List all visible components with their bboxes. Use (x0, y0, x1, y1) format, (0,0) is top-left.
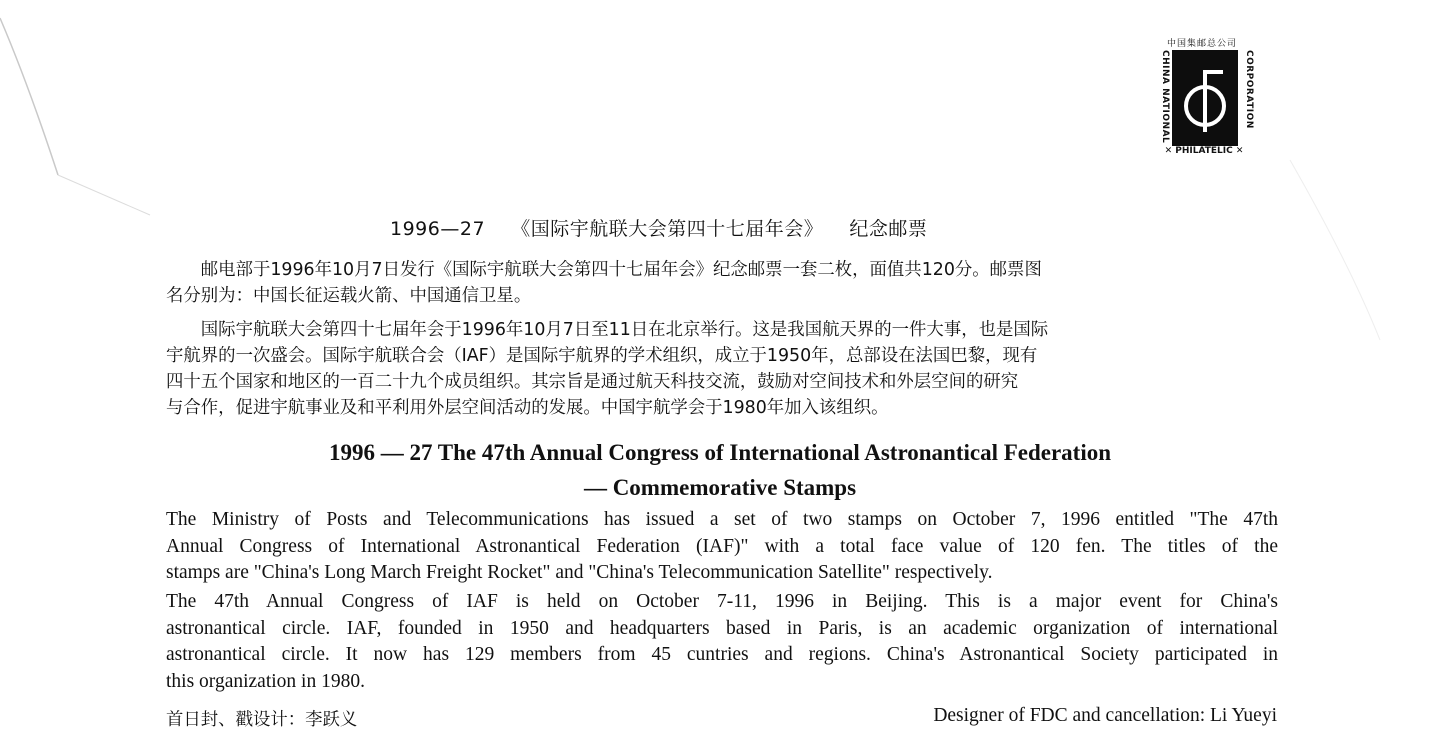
chinese-line: 国际宇航联大会第四十七届年会于1996年10月7日至11日在北京举行。这是我国航天界的一件大事，也是国际 (166, 320, 1049, 340)
chinese-paragraph-1 (166, 257, 1278, 309)
english-line: astronantical circle. IAF, founded in 1950 and headquarters based in Paris, is an academic organization of international (166, 617, 1278, 639)
english-line: Annual Congress of International Astronantical Federation (IAF)" with a total face value of 120 fen. The titles of the (166, 535, 1278, 557)
chinese-paragraph-2 (166, 317, 1278, 421)
chinese-line: 邮电部于1996年10月7日发行《国际宇航联大会第四十七届年会》纪念邮票一套二枚，面值共120分。邮票图 (166, 260, 1042, 280)
english-line: this organization in 1980. (166, 670, 365, 692)
english-title-line1: 1996 — 27 The 47th Annual Congress of International Astronantical Federation (328, 440, 1112, 465)
chinese-line: 宇航界的一次盛会。国际宇航联合会（IAF）是国际宇航界的学术组织，成立于1950年，总部设在法国巴黎，现有 (166, 346, 1038, 366)
english-paragraph-1 (166, 507, 1278, 587)
chinese-title (390, 214, 927, 241)
logo-left-text: CHINA NATIONAL (1160, 50, 1170, 144)
logo-emblem (1172, 50, 1238, 146)
designer-credit-english: Designer of FDC and cancellation: Li Yueyi (933, 705, 1277, 726)
chinese-line: 名分别为：中国长征运载火箭、中国通信卫星。 (166, 286, 532, 306)
designer-credit-chinese: 首日封、戳设计：李跃义 (166, 710, 358, 730)
chinese-line: 与合作，促进宇航事业及和平利用外层空间活动的发展。中国宇航学会于1980年加入该组织。 (166, 398, 889, 418)
english-line: stamps are "China's Long March Freight Rocket" and "China's Telecommunication Satellite" respectively. (166, 562, 993, 583)
chinese-title-name: 《国际宇航联大会第四十七届年会》 (511, 218, 824, 240)
chinese-title-suffix: 纪念邮票 (849, 218, 928, 240)
logo-chinese-name: 中国集邮总公司 (1166, 39, 1237, 49)
english-line: The 47th Annual Congress of IAF is held on October 7-11, 1996 in Beijing. This is a major event for China's (166, 591, 1278, 612)
english-title-line2: — Commemorative Stamps (583, 475, 857, 500)
chinese-title-number: 1996—27 (390, 218, 486, 240)
philatelic-corporation-logo (1148, 36, 1256, 160)
chinese-line: 四十五个国家和地区的一百二十九个成员组织。其宗旨是通过航天科技交流，鼓励对空间技术和外层空间的研究 (166, 372, 1019, 392)
logo-right-text: CORPORATION (1244, 50, 1254, 129)
english-paragraph-2 (166, 589, 1278, 695)
phi-emblem-icon (1172, 50, 1238, 146)
english-line: astronantical circle. It now has 129 members from 45 cuntries and regions. China's Astronantical Society participated in (166, 644, 1278, 665)
english-line: The Ministry of Posts and Telecommunications has issued a set of two stamps on October 7, 1996 entitled "The 47th (166, 509, 1278, 530)
logo-bottom-text: ✕ PHILATELIC ✕ (1164, 146, 1244, 156)
